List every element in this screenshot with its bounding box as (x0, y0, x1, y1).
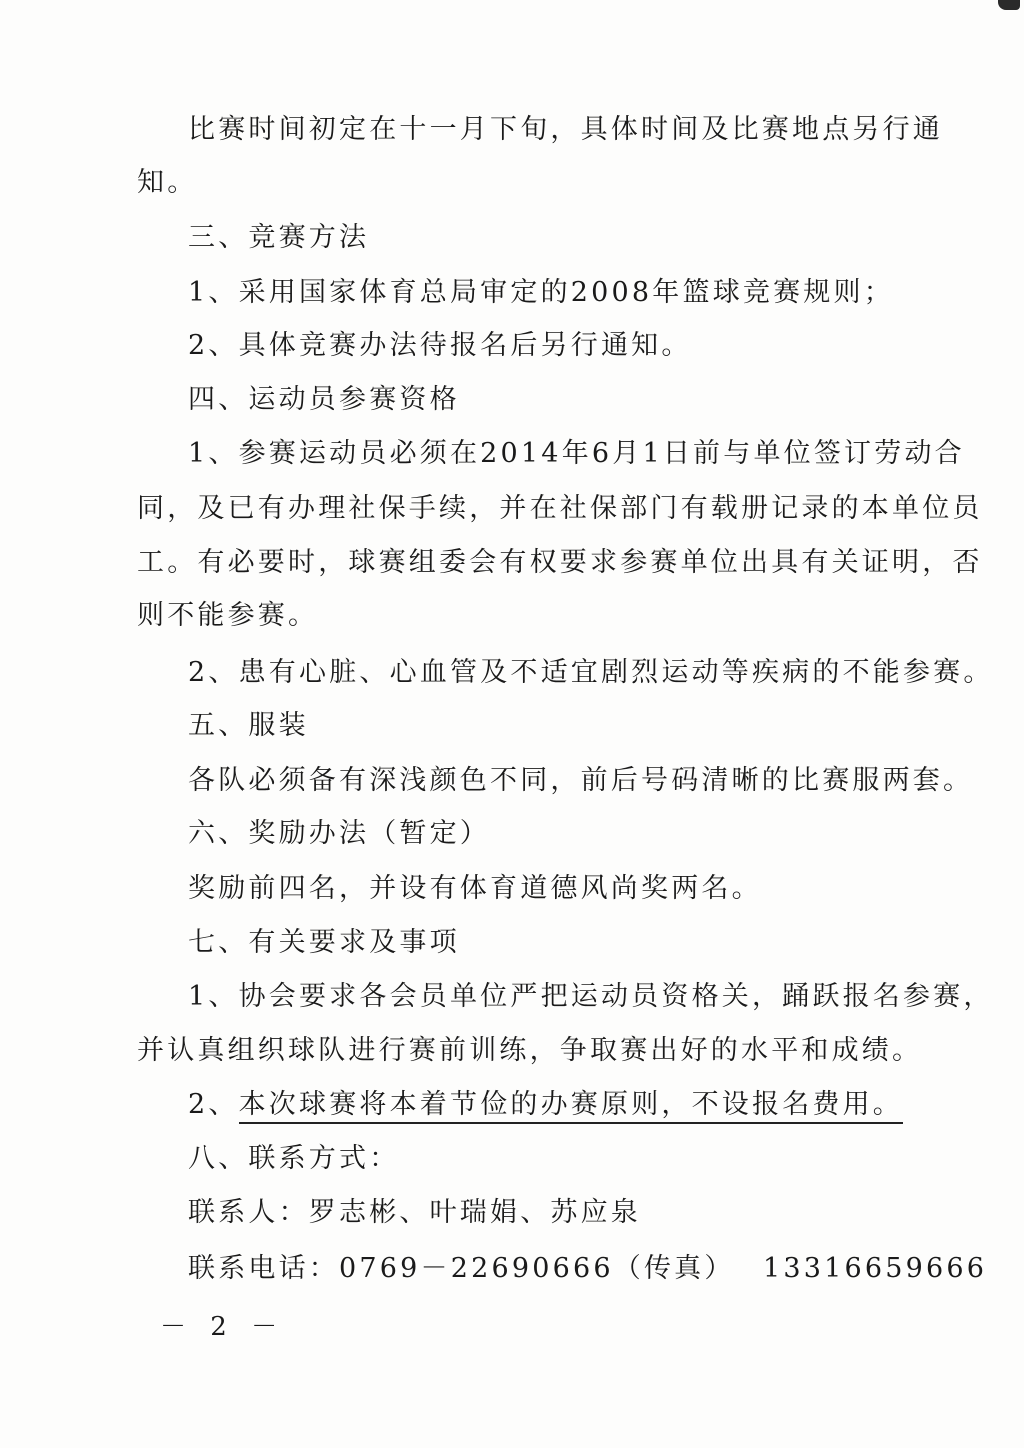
item-requirement-2-prefix: 2、 (188, 1089, 239, 1120)
item-requirement-1-cont: 并认真组织球队进行赛前训练，争取赛出好的水平和成绩。 (137, 1035, 923, 1066)
item-requirement-2-underlined-text: 本次球赛将本着节俭的办赛原则，不设报名费用。 (239, 1089, 903, 1124)
heading-contact: 八、联系方式： (188, 1143, 400, 1174)
item-eligibility-1-cont-1: 同，及已有办理社保手续，并在社保部门有载册记录的本单位员 (137, 493, 983, 524)
page-number: － 2 － (160, 1312, 286, 1342)
scan-corner-mark (998, 0, 1020, 10)
item-eligibility-2: 2、患有心脏、心血管及不适宜剧烈运动等疾病的不能参赛。 (188, 657, 994, 688)
contact-phone: 联系电话：0769－22690666（传真） 13316659666 (188, 1253, 988, 1284)
item-requirement-2 (188, 1088, 903, 1122)
contact-person: 联系人：罗志彬、叶瑞娟、苏应泉 (188, 1197, 641, 1228)
item-eligibility-1-cont-3: 则不能参赛。 (137, 600, 319, 631)
paragraph-uniform: 各队必须备有深浅颜色不同，前后号码清晰的比赛服两套。 (188, 765, 974, 796)
item-rules: 1、采用国家体育总局审定的2008年篮球竞赛规则； (188, 277, 894, 308)
heading-requirements: 七、有关要求及事项 (188, 927, 460, 958)
paragraph-competition-time: 比赛时间初定在十一月下旬，具体时间及比赛地点另行通 (188, 114, 943, 145)
item-requirement-1: 1、协会要求各会员单位严把运动员资格关，踊跃报名参赛， (188, 981, 994, 1012)
item-eligibility-1: 1、参赛运动员必须在2014年6月1日前与单位签订劳动合 (188, 438, 965, 469)
paragraph-competition-time-cont: 知。 (137, 167, 198, 198)
item-method-notice: 2、具体竞赛办法待报名后另行通知。 (188, 330, 692, 361)
heading-athlete-eligibility: 四、运动员参赛资格 (188, 384, 460, 415)
heading-uniform: 五、服装 (188, 710, 309, 741)
heading-awards: 六、奖励办法（暂定） (188, 818, 490, 849)
paragraph-awards: 奖励前四名，并设有体育道德风尚奖两名。 (188, 873, 762, 904)
item-eligibility-1-cont-2: 工。有必要时，球赛组委会有权要求参赛单位出具有关证明，否 (137, 547, 983, 578)
heading-competition-method: 三、竞赛方法 (188, 222, 370, 253)
